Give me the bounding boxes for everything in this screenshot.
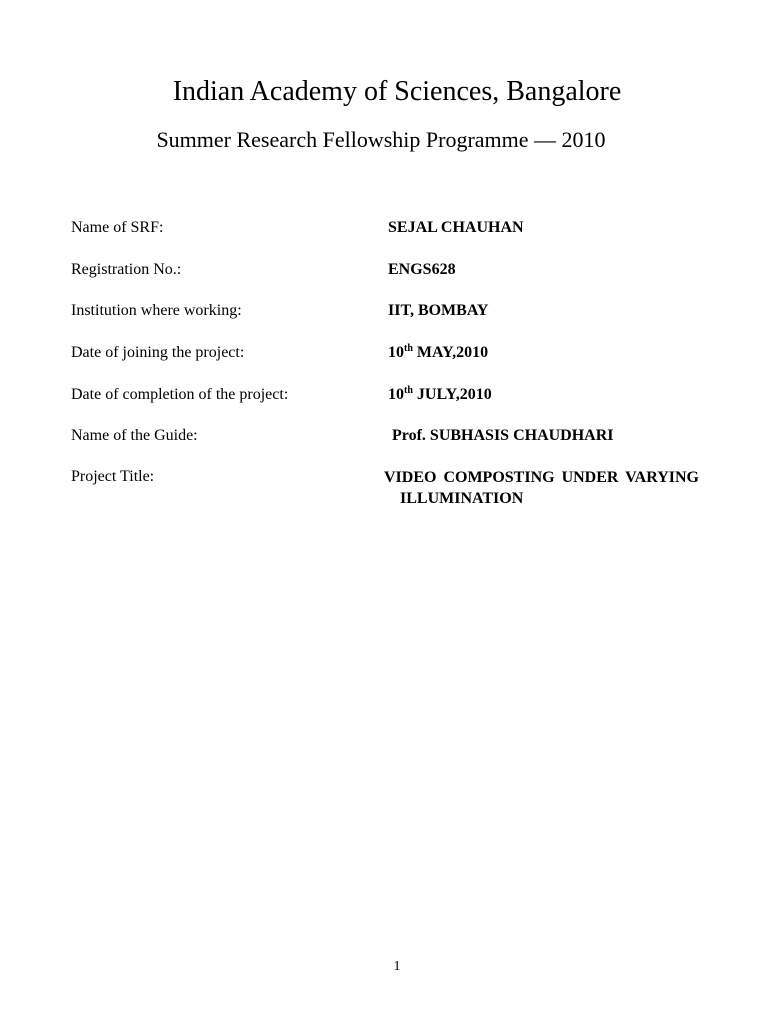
date-joining-rest: MAY,2010 [412,344,489,361]
date-completion-suffix: th [404,385,413,396]
date-completion-label: Date of completion of the project: [71,386,289,403]
project-title-label: Project Title: [71,468,155,485]
date-joining-suffix: th [404,343,413,354]
date-joining-label: Date of joining the project: [71,344,245,361]
date-completion-rest: JULY,2010 [412,386,492,403]
institution-label: Institution where working: [71,302,242,319]
date-joining-day: 10 [388,344,404,361]
project-title-line1: VIDEO COMPOSTING UNDER VARYING [384,469,699,486]
guide-value: Prof. SUBHASIS CHAUDHARI [392,427,614,444]
date-joining-value [388,343,488,363]
name-of-srf-label: Name of SRF: [71,219,164,236]
institution-value: IIT, BOMBAY [388,302,489,319]
guide-label: Name of the Guide: [71,427,198,444]
registration-no-label: Registration No.: [71,261,182,278]
name-of-srf-value: SEJAL CHAUHAN [388,219,524,236]
page-subtitle: Summer Research Fellowship Programme — 2010 [156,127,606,152]
project-title-line2: ILLUMINATION [400,490,524,507]
date-completion-day: 10 [388,386,404,403]
page-number: 1 [393,959,401,974]
project-title-value [384,467,724,509]
page-title: Indian Academy of Sciences, Bangalore [172,76,622,107]
registration-no-value: ENGS628 [388,261,456,278]
date-completion-value [388,385,492,405]
